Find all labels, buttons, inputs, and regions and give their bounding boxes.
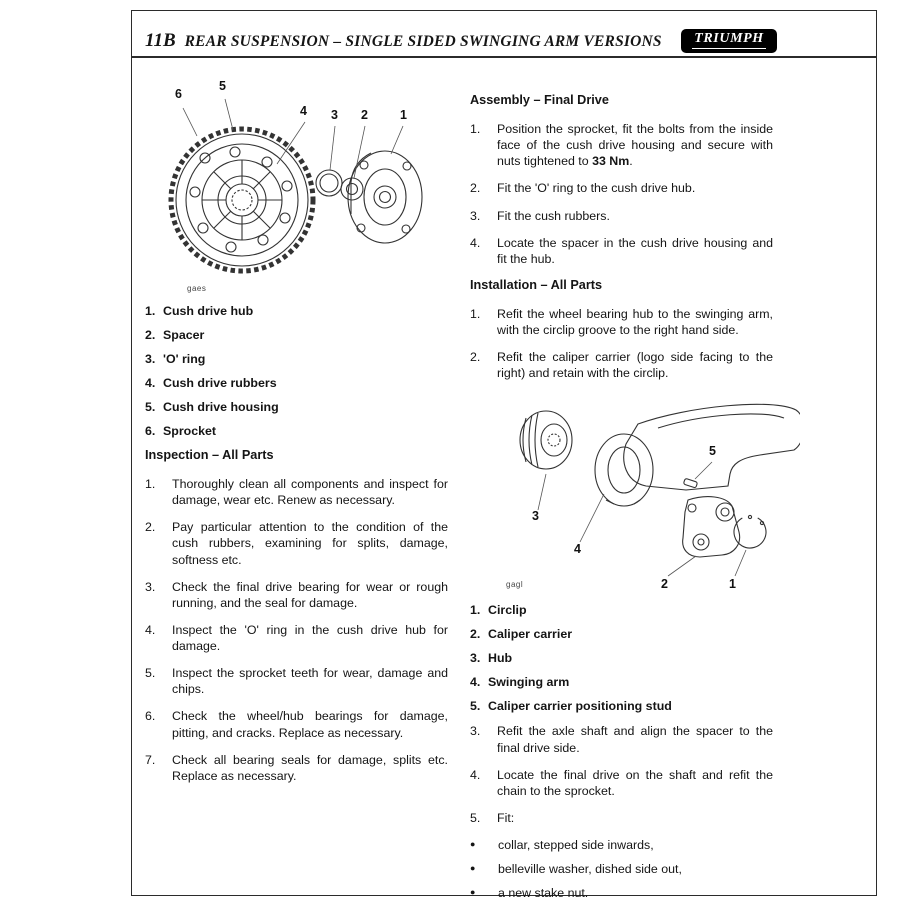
item-text: Check the wheel/hub bearings for damage, pitting, and cracks. Replace as necessary. xyxy=(172,709,448,740)
list-item xyxy=(145,622,448,654)
list-item xyxy=(470,235,773,267)
item-text: Thoroughly clean all components and inspect for damage, wear etc. Renew as necessary. xyxy=(172,477,448,508)
bullet-icon: ● xyxy=(470,887,476,898)
list-item xyxy=(145,579,448,611)
header-rule xyxy=(132,56,876,58)
item-text-part: . xyxy=(629,154,633,169)
legend-num: 1. xyxy=(145,304,156,318)
bullet-text: collar, stepped side inwards, xyxy=(498,838,654,852)
item-num: 1. xyxy=(145,477,156,491)
legend-label: Cush drive rubbers xyxy=(163,376,277,390)
list-item xyxy=(470,306,773,338)
bullet-text: a new stake nut. xyxy=(498,886,589,901)
list-item xyxy=(145,476,448,508)
callout-4: 4 xyxy=(300,104,307,118)
list-item xyxy=(145,519,448,567)
item-text: Check all bearing seals for damage, splits etc. Replace as necessary. xyxy=(172,752,448,783)
legend-label: Cush drive hub xyxy=(163,304,254,318)
list-item xyxy=(145,708,448,740)
item-num: 3. xyxy=(470,208,481,223)
figure1-caption: gaes xyxy=(187,284,207,293)
legend-num: 2. xyxy=(470,627,481,642)
legend-item xyxy=(145,304,448,318)
torque-value: 33 Nm xyxy=(592,154,630,169)
item-num: 2. xyxy=(470,181,481,196)
item-num: 5. xyxy=(470,810,481,825)
legend-num: 2. xyxy=(145,328,156,342)
legend-num: 3. xyxy=(470,651,481,666)
item-num: 2. xyxy=(145,520,156,535)
callout-2: 2 xyxy=(661,577,668,592)
installation-heading: Installation – All Parts xyxy=(470,277,603,292)
item-text: Pay particular attention to the condition of the cush rubbers, examining for splits, damage, softness etc. xyxy=(172,520,448,567)
hub-drawing xyxy=(520,411,572,469)
list-item xyxy=(470,349,773,381)
item-num: 4. xyxy=(470,767,481,782)
triumph-logo xyxy=(681,29,777,53)
page-header xyxy=(145,30,662,52)
legend-label: Caliper carrier xyxy=(488,627,573,642)
bullet-text: belleville washer, dished side out, xyxy=(498,862,682,877)
swinging-arm-illustration xyxy=(488,392,800,597)
bullet-item xyxy=(470,861,773,877)
callout-5: 5 xyxy=(709,444,716,459)
section-number: 11B xyxy=(145,30,176,51)
list-item xyxy=(470,208,773,224)
legend-label: Spacer xyxy=(163,328,205,342)
callout-3: 3 xyxy=(532,509,539,524)
left-column xyxy=(145,79,448,795)
bullet-icon: ● xyxy=(470,863,476,874)
legend-label: Circlip xyxy=(488,603,527,618)
legend-label: Hub xyxy=(488,651,513,666)
legend-label: Cush drive housing xyxy=(163,400,279,414)
legend-label: Caliper carrier positioning stud xyxy=(488,699,672,714)
legend-num: 4. xyxy=(470,675,481,690)
callout-5: 5 xyxy=(219,79,226,93)
swinging-arm-drawing xyxy=(595,405,800,507)
figure2-leader-lines xyxy=(538,462,746,576)
list-item xyxy=(470,121,773,169)
legend-num: 4. xyxy=(145,376,156,390)
list-item xyxy=(145,752,448,784)
list-item xyxy=(470,810,773,826)
bullet-item xyxy=(470,885,773,901)
item-num: 2. xyxy=(470,350,481,365)
callout-2: 2 xyxy=(361,108,368,122)
item-num: 7. xyxy=(145,752,156,767)
figure2-caption: gagl xyxy=(506,580,524,590)
item-text: Fit the cush rubbers. xyxy=(497,208,610,223)
fit-bullet-list xyxy=(470,837,773,901)
figure-cush-drive-exploded xyxy=(145,79,445,302)
legend-label: 'O' ring xyxy=(163,352,206,366)
sprocket-drawing xyxy=(171,129,313,271)
item-text: Fit: xyxy=(497,810,515,825)
assembly-heading: Assembly – Final Drive xyxy=(470,93,609,107)
legend-num: 1. xyxy=(470,603,481,618)
item-num: 1. xyxy=(470,306,481,321)
item-num: 5. xyxy=(145,666,156,681)
legend-num: 5. xyxy=(145,400,156,414)
item-text: Inspect the sprocket teeth for wear, damage and chips. xyxy=(172,666,448,697)
item-num: 4. xyxy=(145,622,156,637)
item-num: 6. xyxy=(145,709,156,724)
assembly-list xyxy=(470,121,773,267)
list-item xyxy=(470,180,773,196)
callout-1: 1 xyxy=(400,108,407,122)
item-text: Locate the final drive on the shaft and refit the chain to the sprocket. xyxy=(497,767,773,798)
item-text: Refit the caliper carrier (logo side facing to the right) and retain with the circlip. xyxy=(497,350,773,381)
legend-label: Swinging arm xyxy=(488,675,570,690)
bullet-item xyxy=(470,837,773,853)
bullet-icon: ● xyxy=(470,839,476,849)
item-text: Fit the 'O' ring to the cush drive hub. xyxy=(497,181,696,196)
legend-num: 5. xyxy=(470,699,481,714)
spacer-drawing xyxy=(341,178,363,200)
legend-item xyxy=(145,400,448,414)
legend-item xyxy=(145,328,448,342)
installation-list-bottom xyxy=(470,723,773,826)
legend-num: 6. xyxy=(145,424,156,438)
list-item xyxy=(470,767,773,799)
list-item xyxy=(145,665,448,697)
item-text: Inspect the 'O' ring in the cush drive hub for damage. xyxy=(172,622,448,653)
list-item xyxy=(470,723,773,755)
installation-list-top xyxy=(470,306,773,382)
callout-3: 3 xyxy=(331,108,338,122)
figure2-legend xyxy=(470,603,773,713)
item-num: 4. xyxy=(470,235,481,250)
figure-swinging-arm xyxy=(488,392,800,597)
legend-label: Sprocket xyxy=(163,424,217,438)
page-title: REAR SUSPENSION – SINGLE SIDED SWINGING ARM VERSIONS xyxy=(184,33,662,50)
legend-item xyxy=(470,675,773,689)
legend-item xyxy=(145,352,448,366)
item-text-part: Position the sprocket, fit the bolts from the inside face of the cush drive housing and secure with nuts tightened to xyxy=(497,122,773,169)
triumph-logo-text: TRIUMPH xyxy=(692,31,766,49)
legend-item xyxy=(470,603,773,617)
item-text: Refit the wheel bearing hub to the swinging arm, with the circlip groove to the right hand side. xyxy=(497,306,773,337)
callout-6: 6 xyxy=(175,87,182,101)
figure1-leader-lines xyxy=(183,99,403,178)
item-text xyxy=(497,121,773,169)
item-text: Refit the axle shaft and align the spacer to the final drive side. xyxy=(497,724,773,755)
legend-item xyxy=(145,376,448,390)
positioning-stud-drawing xyxy=(683,479,697,489)
legend-item xyxy=(470,627,773,641)
item-text: Check the final drive bearing for wear or rough running, and the seal for damage. xyxy=(172,579,448,610)
legend-item xyxy=(145,424,448,438)
item-num: 1. xyxy=(470,122,481,136)
right-column xyxy=(470,93,773,909)
inspection-list xyxy=(145,476,448,784)
item-num: 3. xyxy=(470,724,481,739)
figure1-legend xyxy=(145,304,448,438)
legend-num: 3. xyxy=(145,352,156,366)
item-num: 3. xyxy=(145,579,156,594)
legend-item xyxy=(470,651,773,665)
item-text: Locate the spacer in the cush drive housing and fit the hub. xyxy=(497,235,773,266)
o-ring-drawing xyxy=(316,170,342,196)
inspection-heading: Inspection – All Parts xyxy=(145,448,274,462)
callout-4: 4 xyxy=(574,542,581,557)
legend-item xyxy=(470,699,773,713)
callout-1: 1 xyxy=(729,577,736,592)
caliper-carrier-drawing xyxy=(683,497,740,557)
